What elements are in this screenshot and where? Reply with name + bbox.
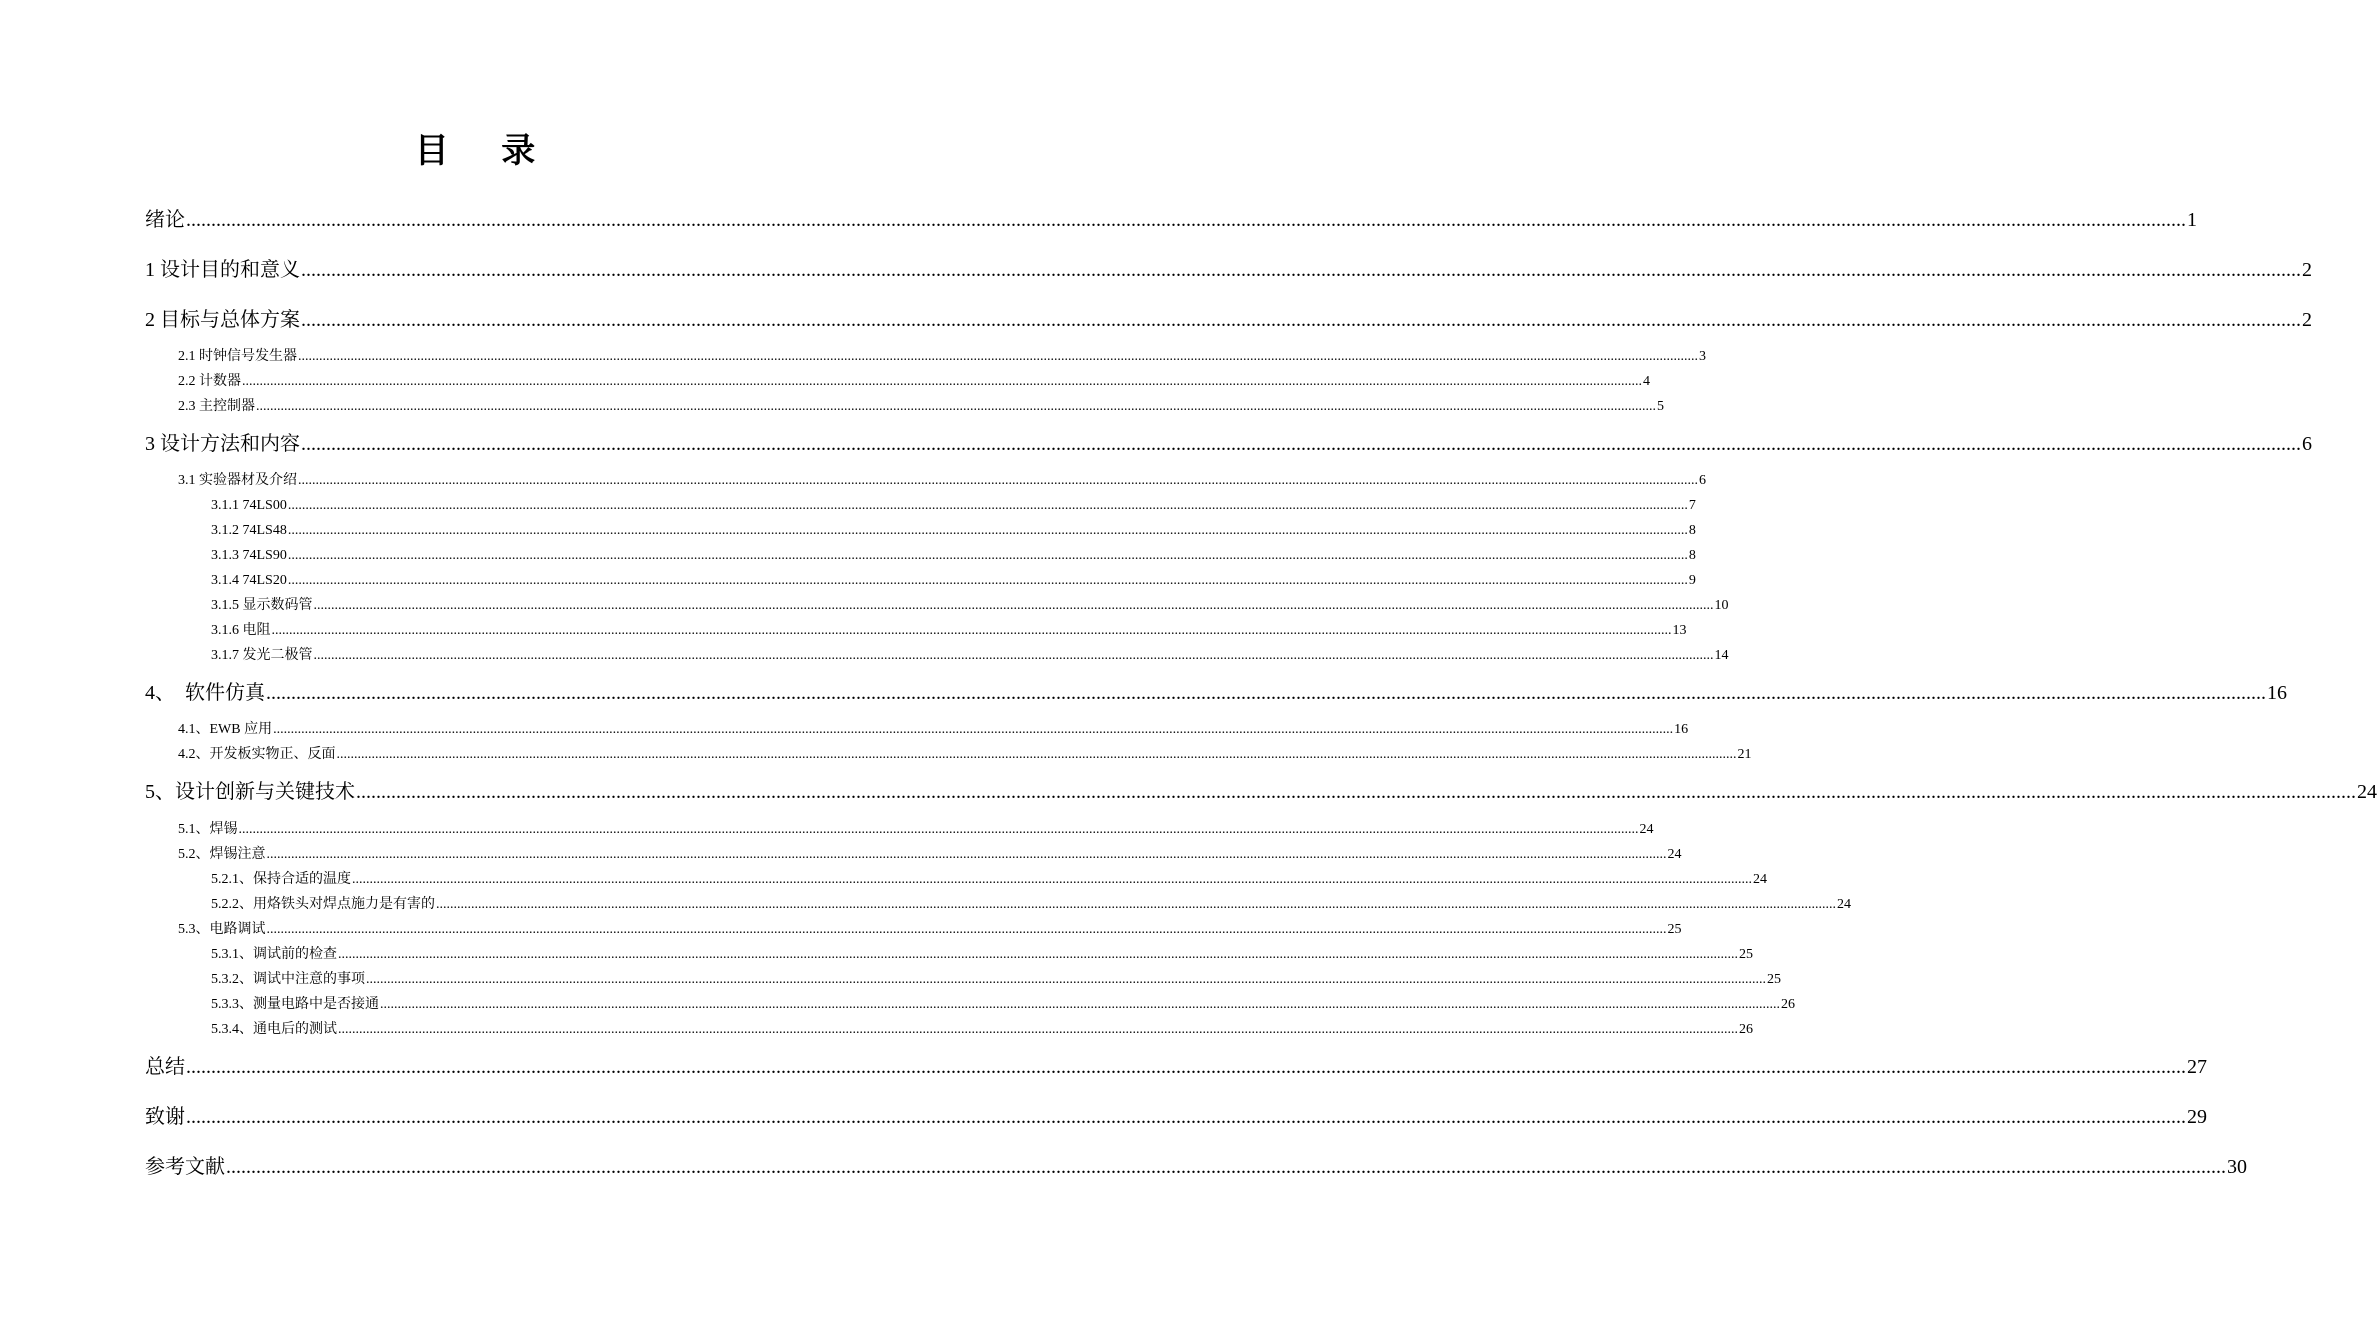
toc-entry-label: 4、 软件仿真 (145, 682, 265, 704)
toc-entry[interactable] (145, 1154, 2247, 1180)
toc-entry-page: 27 (2187, 1056, 2207, 1078)
toc-leader-dots: ................................................................................................................................................................................................................................................................................................................................................................................................................ (186, 209, 2186, 231)
toc-entry[interactable] (211, 946, 1753, 964)
toc-entry[interactable] (145, 431, 2312, 457)
toc-entry[interactable] (178, 398, 1664, 416)
toc-entry-label: 总结 (145, 1056, 185, 1078)
toc-entry[interactable] (178, 846, 1682, 864)
toc-entry-page: 13 (1672, 623, 1687, 638)
toc-entry-label: 致谢 (145, 1106, 185, 1128)
toc-entry-page: 24 (1667, 847, 1682, 862)
toc-entry-page: 16 (1674, 722, 1689, 737)
toc-entry-page: 24 (1753, 872, 1767, 887)
toc-entry-label: 5.3.4、通电后的测试 (211, 1022, 337, 1037)
toc-entry-label: 3.1 实验器材及介绍 (178, 473, 297, 488)
toc-entry[interactable] (211, 896, 1851, 914)
toc-leader-dots: ................................................................................................................................................................................................................................................................................................................................................................................................................ (273, 722, 1674, 737)
toc-leader-dots: ................................................................................................................................................................................................................................................................................................................................................................................................................ (301, 433, 2301, 455)
toc-leader-dots: ................................................................................................................................................................................................................................................................................................................................................................................................................ (242, 374, 1642, 389)
toc-entry[interactable] (178, 746, 1752, 764)
toc-entry[interactable] (211, 996, 1795, 1014)
toc-entry-label: 2.1 时钟信号发生器 (178, 349, 297, 364)
toc-entry-page: 26 (1781, 997, 1795, 1012)
toc-entry-page: 26 (1739, 1022, 1753, 1037)
toc-leader-dots: ................................................................................................................................................................................................................................................................................................................................................................................................................ (380, 997, 1780, 1012)
toc-entry-page: 10 (1714, 598, 1729, 613)
toc-entry-label: 3.1.4 74LS20 (211, 573, 287, 588)
toc-leader-dots: ................................................................................................................................................................................................................................................................................................................................................................................................................ (298, 349, 1698, 364)
toc-entry-page: 24 (1639, 822, 1654, 837)
toc-entry[interactable] (178, 821, 1654, 839)
toc-entry-label: 5.1、焊锡 (178, 822, 238, 837)
toc-entry-label: 5.3.1、调试前的检查 (211, 947, 337, 962)
toc-entry-page: 25 (1767, 972, 1781, 987)
toc-entry[interactable] (145, 207, 2197, 233)
toc-title: 目 录 (414, 133, 558, 170)
toc-entry-page: 24 (2357, 781, 2377, 803)
toc-entry[interactable] (178, 348, 1706, 366)
toc-entry[interactable] (211, 547, 1696, 565)
toc-entry-page: 4 (1643, 374, 1650, 389)
toc-leader-dots: ................................................................................................................................................................................................................................................................................................................................................................................................................ (266, 847, 1667, 862)
toc-entry-page: 2 (2302, 309, 2312, 331)
toc-leader-dots: ................................................................................................................................................................................................................................................................................................................................................................................................................ (336, 747, 1737, 762)
toc-entry[interactable] (145, 779, 2377, 805)
toc-leader-dots: ................................................................................................................................................................................................................................................................................................................................................................................................................ (313, 648, 1714, 663)
toc-entry[interactable] (145, 257, 2312, 283)
toc-entry-page: 14 (1714, 648, 1729, 663)
toc-entry-label: 5.2、焊锡注意 (178, 847, 266, 862)
toc-leader-dots: ................................................................................................................................................................................................................................................................................................................................................................................................................ (186, 1056, 2186, 1078)
toc-leader-dots: ................................................................................................................................................................................................................................................................................................................................................................................................................ (356, 781, 2356, 803)
toc-leader-dots: ................................................................................................................................................................................................................................................................................................................................................................................................................ (301, 309, 2301, 331)
toc-entry[interactable] (178, 921, 1682, 939)
toc-entry[interactable] (145, 307, 2312, 333)
toc-entry-page: 16 (2267, 682, 2287, 704)
toc-leader-dots: ................................................................................................................................................................................................................................................................................................................................................................................................................ (298, 473, 1698, 488)
toc-leader-dots: ................................................................................................................................................................................................................................................................................................................................................................................................................ (186, 1106, 2186, 1128)
toc-entry-label: 绪论 (145, 209, 185, 231)
toc-leader-dots: ................................................................................................................................................................................................................................................................................................................................................................................................................ (338, 1022, 1738, 1037)
toc-entry-label: 3.1.2 74LS48 (211, 523, 287, 538)
toc-leader-dots: ................................................................................................................................................................................................................................................................................................................................................................................................................ (301, 259, 2301, 281)
toc-entry-page: 9 (1688, 573, 1696, 588)
toc-entry[interactable] (211, 647, 1729, 665)
toc-entry[interactable] (178, 373, 1650, 391)
toc-leader-dots: ................................................................................................................................................................................................................................................................................................................................................................................................................ (338, 947, 1738, 962)
toc-leader-dots: ................................................................................................................................................................................................................................................................................................................................................................................................................ (352, 872, 1752, 887)
toc-entry[interactable] (211, 971, 1781, 989)
toc-entry-page: 30 (2227, 1156, 2247, 1178)
toc-entry-label: 3.1.7 发光二极管 (211, 648, 313, 663)
toc-entry[interactable] (178, 721, 1689, 739)
toc-leader-dots: ................................................................................................................................................................................................................................................................................................................................................................................................................ (238, 822, 1639, 837)
toc-entry-label: 3.1.5 显示数码管 (211, 598, 313, 613)
toc-entry-page: 5 (1657, 399, 1664, 414)
toc-entry-label: 5.3.2、调试中注意的事项 (211, 972, 365, 987)
toc-entry-label: 1 设计目的和意义 (145, 259, 300, 281)
toc-entry[interactable] (211, 871, 1767, 889)
toc-entry-page: 7 (1688, 498, 1696, 513)
toc-entry[interactable] (145, 1104, 2207, 1130)
toc-entry[interactable] (211, 522, 1696, 540)
toc-entry[interactable] (211, 622, 1687, 640)
toc-leader-dots: ................................................................................................................................................................................................................................................................................................................................................................................................................ (287, 548, 1688, 563)
toc-entry-page: 25 (1667, 922, 1682, 937)
toc-entry-page: 6 (2302, 433, 2312, 455)
toc-entry-label: 3.1.3 74LS90 (211, 548, 287, 563)
toc-entry-page: 1 (2187, 209, 2197, 231)
toc-entry-label: 5.2.1、保持合适的温度 (211, 872, 351, 887)
toc-entry-label: 3.1.6 电阻 (211, 623, 271, 638)
toc-leader-dots: ................................................................................................................................................................................................................................................................................................................................................................................................................ (287, 498, 1688, 513)
toc-leader-dots: ................................................................................................................................................................................................................................................................................................................................................................................................................ (313, 598, 1714, 613)
toc-entry-page: 24 (1837, 897, 1851, 912)
toc-entry-label: 2.2 计数器 (178, 374, 241, 389)
toc-entry[interactable] (145, 1054, 2207, 1080)
toc-entry-label: 3 设计方法和内容 (145, 433, 300, 455)
toc-leader-dots: ................................................................................................................................................................................................................................................................................................................................................................................................................ (436, 897, 1836, 912)
toc-leader-dots: ................................................................................................................................................................................................................................................................................................................................................................................................................ (266, 922, 1667, 937)
toc-entry-label: 4.1、EWB 应用 (178, 722, 273, 737)
toc-leader-dots: ................................................................................................................................................................................................................................................................................................................................................................................................................ (256, 399, 1656, 414)
toc-leader-dots: ................................................................................................................................................................................................................................................................................................................................................................................................................ (226, 1156, 2226, 1178)
toc-entry[interactable] (211, 497, 1696, 515)
toc-entry-label: 2.3 主控制器 (178, 399, 255, 414)
toc-leader-dots: ................................................................................................................................................................................................................................................................................................................................................................................................................ (366, 972, 1766, 987)
toc-entry-label: 5.2.2、用烙铁头对焊点施力是有害的 (211, 897, 435, 912)
toc-entry-label: 2 目标与总体方案 (145, 309, 300, 331)
toc-entry[interactable] (211, 572, 1696, 590)
toc-entry[interactable] (145, 680, 2287, 706)
toc-entry-label: 5.3.3、测量电路中是否接通 (211, 997, 379, 1012)
toc-leader-dots: ................................................................................................................................................................................................................................................................................................................................................................................................................ (287, 573, 1688, 588)
toc-entry-page: 2 (2302, 259, 2312, 281)
toc-entry[interactable] (211, 1021, 1753, 1039)
toc-entry-page: 3 (1699, 349, 1706, 364)
toc-entry-label: 4.2、开发板实物正、反面 (178, 747, 336, 762)
toc-entry-page: 25 (1739, 947, 1753, 962)
toc-entry-label: 5.3、电路调试 (178, 922, 266, 937)
toc-entry-page: 21 (1737, 747, 1752, 762)
toc-entry-page: 8 (1688, 548, 1696, 563)
toc-entry-page: 8 (1688, 523, 1696, 538)
toc-entry-page: 6 (1699, 473, 1706, 488)
toc-leader-dots: ................................................................................................................................................................................................................................................................................................................................................................................................................ (287, 523, 1688, 538)
toc-entry-label: 5、设计创新与关键技术 (145, 781, 355, 803)
toc-leader-dots: ................................................................................................................................................................................................................................................................................................................................................................................................................ (266, 682, 2266, 704)
toc-entry-label: 参考文献 (145, 1156, 225, 1178)
toc-leader-dots: ................................................................................................................................................................................................................................................................................................................................................................................................................ (271, 623, 1672, 638)
toc-entry-page: 29 (2187, 1106, 2207, 1128)
toc-entry[interactable] (178, 472, 1706, 490)
toc-entry[interactable] (211, 597, 1729, 615)
toc-entry-label: 3.1.1 74LS00 (211, 498, 287, 513)
